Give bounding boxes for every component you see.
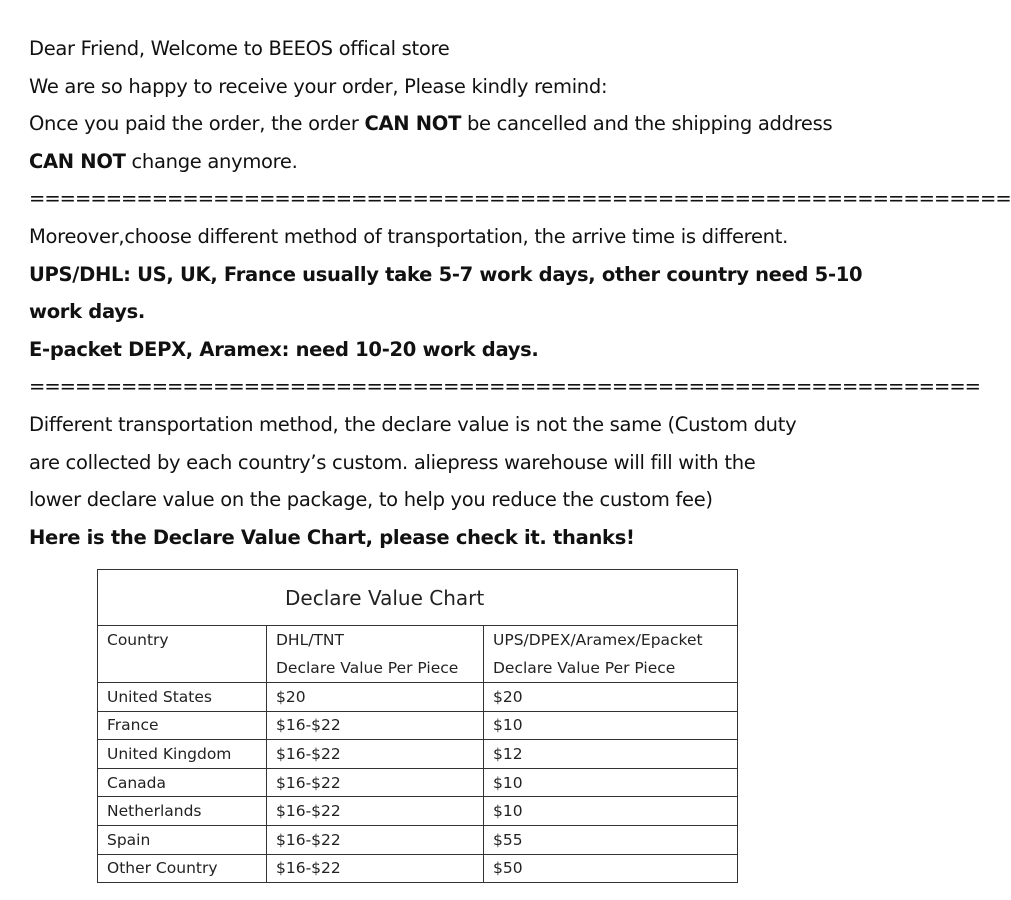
country-cell: France <box>98 711 267 740</box>
greeting-text: Dear Friend, Welcome to BEEOS offical store <box>29 37 450 60</box>
ups-dhl-delivery-text: UPS/DHL: US, UK, France usually take 5-7 work days, other country need 5-10 <box>29 262 863 286</box>
declare-value-text: Different transportation method, the declare value is not the same (Custom duty <box>29 412 797 436</box>
table-row <box>98 683 738 712</box>
separator-line: ============================================================== <box>29 375 981 399</box>
address-policy-text <box>29 143 897 181</box>
chart-title: Declare Value Chart <box>98 570 738 626</box>
country-cell: Canada <box>98 768 267 797</box>
declare-value-chart <box>97 569 738 883</box>
ups-value-cell: $10 <box>484 768 738 797</box>
ups-value-cell: $20 <box>484 683 738 712</box>
table-row <box>98 740 738 769</box>
cancel-policy-emphasis: CAN NOT <box>364 112 462 136</box>
cancel-policy-part1: Once you paid the order, the order <box>29 112 365 136</box>
store-notice <box>29 30 1011 556</box>
ups-value-cell: $50 <box>484 854 738 883</box>
ups-value-cell: $10 <box>484 797 738 826</box>
ups-value-cell: $12 <box>484 740 738 769</box>
dhl-value-cell: $16-$22 <box>267 825 484 854</box>
remind-text: We are so happy to receive your order, Please kindly remind: <box>29 74 608 98</box>
dhl-value-cell: $20 <box>267 683 484 712</box>
declare-value-text-cont: are collected by each country’s custom. aliepress warehouse will fill with the <box>29 450 756 474</box>
transport-intro-text: Moreover,choose different method of transportation, the arrive time is different. <box>29 224 788 248</box>
country-cell: Other Country <box>98 854 267 883</box>
dhl-value-cell: $16-$22 <box>267 711 484 740</box>
separator-line: ================================================================ <box>29 187 1011 211</box>
header-ups-dpex: UPS/DPEX/Aramex/Epacket Declare Value Per Piece <box>484 626 738 683</box>
header-country: Country <box>98 626 267 683</box>
table-row <box>98 711 738 740</box>
epacket-delivery-text: E-packet DEPX, Aramex: need 10-20 work days. <box>29 337 539 361</box>
address-policy-rest: change anymore. <box>125 149 298 173</box>
chart-callout-text: Here is the Declare Value Chart, please check it. thanks! <box>29 525 635 549</box>
cancel-policy-text <box>29 105 897 143</box>
dhl-value-cell: $16-$22 <box>267 797 484 826</box>
table-row <box>98 854 738 883</box>
country-cell: United Kingdom <box>98 740 267 769</box>
ups-value-cell: $55 <box>484 825 738 854</box>
table-row <box>98 797 738 826</box>
table-row <box>98 768 738 797</box>
country-cell: Netherlands <box>98 797 267 826</box>
country-cell: Spain <box>98 825 267 854</box>
table-row <box>98 825 738 854</box>
header-dhl-tnt: DHL/TNT Declare Value Per Piece <box>267 626 484 683</box>
ups-value-cell: $10 <box>484 711 738 740</box>
dhl-value-cell: $16-$22 <box>267 768 484 797</box>
dhl-value-cell: $16-$22 <box>267 740 484 769</box>
ups-dhl-delivery-text-cont: work days. <box>29 300 146 324</box>
chart-header-row <box>98 626 738 683</box>
address-policy-emphasis: CAN NOT <box>29 149 126 173</box>
cancel-policy-part2: be cancelled and the shipping address <box>461 112 833 136</box>
country-cell: United States <box>98 683 267 712</box>
dhl-value-cell: $16-$22 <box>267 854 484 883</box>
declare-value-text-end: lower declare value on the package, to help you reduce the custom fee) <box>29 488 713 512</box>
